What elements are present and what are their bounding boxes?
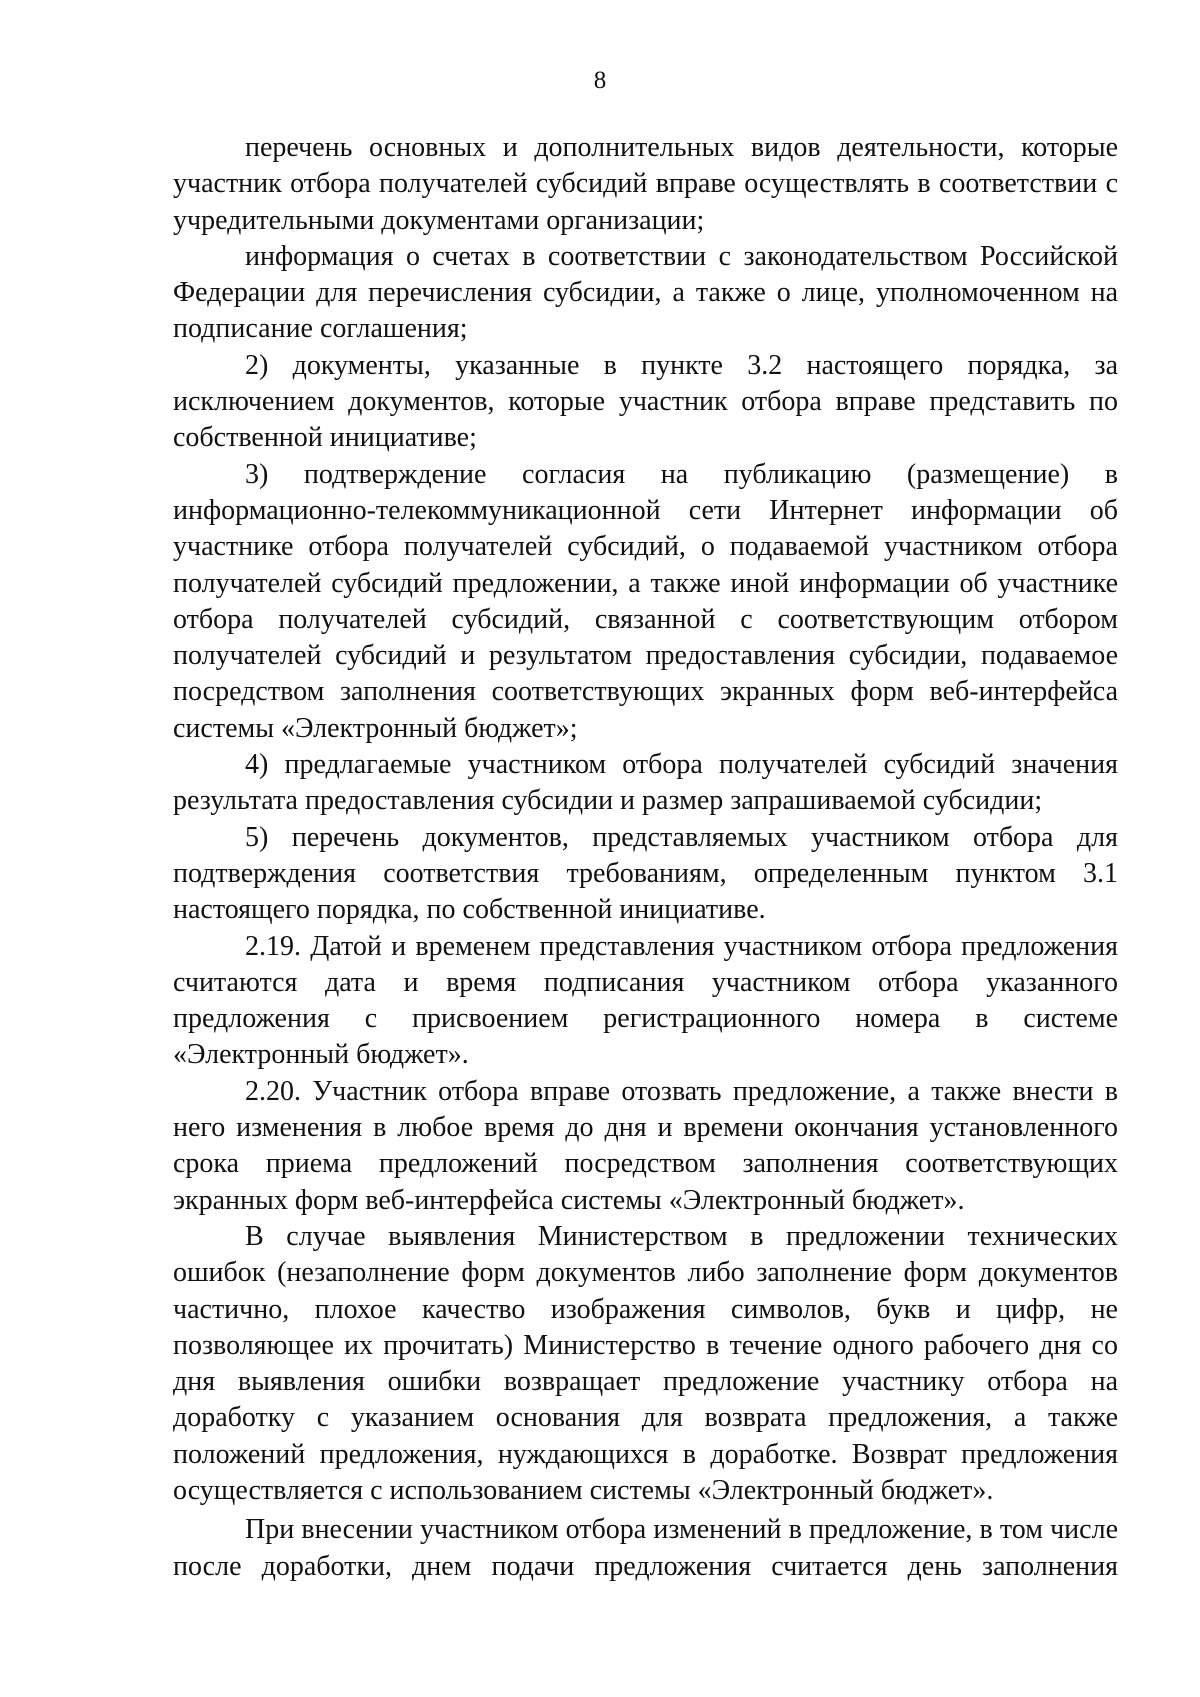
document-body [173, 130, 1118, 1585]
paragraph-activities-list: перечень основных и дополнительных видов деятельности, которые участник отбора получателей субсидий вправе осуществлять в соответствии с учредительными документами организации; [173, 132, 1118, 236]
paragraph-clause-2-20: 2.20. Участник отбора вправе отозвать предложение, а также внести в него изменения в любое время до дня и времени окончания установленного срока приема предложений посредством заполнения соответствующих экранных форм веб-интерфейса системы «Электронный бюджет». [173, 1075, 1118, 1216]
paragraph-bank-accounts: информация о счетах в соответствии с законодательством Российской Федерации для перечисления субсидии, а также о лице, уполномоченном на подписание соглашения; [173, 240, 1118, 345]
paragraph-item-5-documents-list: 5) перечень документов, представляемых участником отбора для подтверждения соответствия требованиям, определенным пунктом 3.1 настоящего порядка, по собственной инициативе. [173, 821, 1118, 926]
paragraph-item-2-documents: 2) документы, указанные в пункте 3.2 настоящего порядка, за исключением документов, которые участник отбора вправе представить по собственной инициативе; [173, 349, 1118, 454]
page-number: 8 [593, 67, 607, 94]
paragraph-item-4-result-values: 4) предлагаемые участником отбора получателей субсидий значения результата предоставления субсидии и размер запрашиваемой субсидии; [173, 749, 1118, 817]
paragraph-technical-errors: В случае выявления Министерством в предложении технических ошибок (незаполнение форм документов либо заполнение форм документов частично, плохое качество изображения символов, букв и цифр, не позволяющее их прочитать) Министерство в течение одного рабочего дня со дня выявления ошибки возвращает предложение участнику отбора на доработку с указанием основания для возврата предложения, а также положений предложения, нуждающихся в доработке. Возврат предложения осуществляется с использованием системы «Электронный бюджет». [173, 1220, 1118, 1506]
paragraph-changes-submission: При внесении участником отбора изменений в предложение, в том числе после доработки, днем подачи предложения считается день заполнения [173, 1514, 1118, 1582]
paragraph-item-3-publication-consent: 3) подтверждение согласия на публикацию (размещение) в информационно-телекоммуникационной сети Интернет информации об участнике отбора получателей субсидий, о подаваемой участником отбора получателей субсидий предложении, а также иной информации об участнике отбора получателей субсидий, связанной с соответствующим отбором получателей субсидий и результатом предоставления субсидии, подаваемое посредством заполнения соответствующих экранных форм веб-интерфейса системы «Электронный бюджет»; [173, 458, 1118, 744]
paragraph-clause-2-19: 2.19. Датой и временем представления участником отбора предложения считаются дата и время подписания участником отбора указанного предложения с присвоением регистрационного номера в системе «Электронный бюджет». [173, 930, 1118, 1071]
